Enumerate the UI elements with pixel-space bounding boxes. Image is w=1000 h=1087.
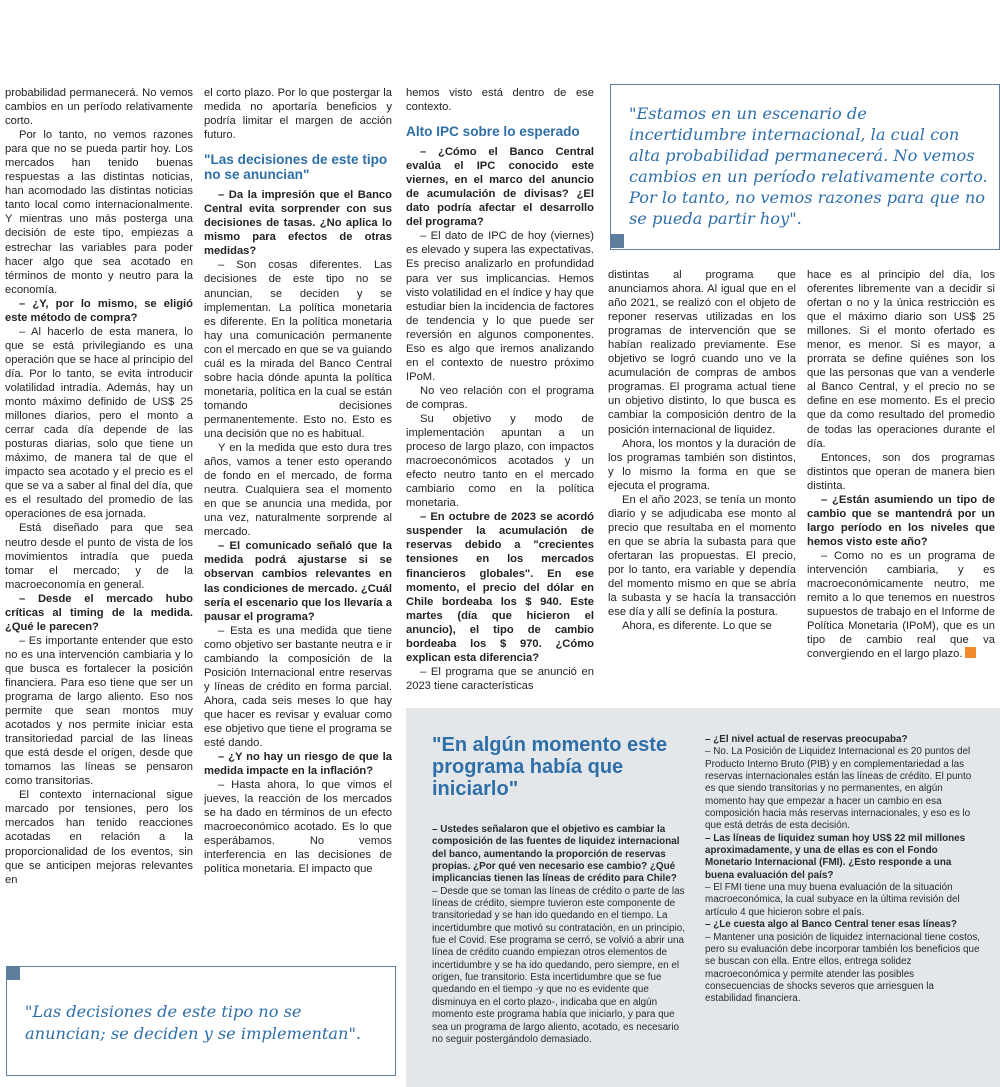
paragraph: El contexto internacional sigue marcado por tensiones, pero los mercados han tenido reacciones acotadas en relación a la proporcionalidad de los eventos, sin que se anticipen mejoras relevantes en [5, 789, 193, 886]
interview-question: – Da la impresión que el Banco Central evita sorprender con sus decisiones de tasas. ¿No aplica lo mismo para efectos de otras medidas? [204, 189, 392, 258]
paragraph: probabilidad permanecerá. No vemos cambios en un período relativamente corto. [5, 87, 193, 128]
paragraph: – Hasta ahora, lo que vimos el jueves, la reacción de los mercados se ha dado en términos de un efecto macroeconómico acotado. Es lo que esperábamos. No vemos interferencia en las decisiones de política monetaria. El impacto que [204, 779, 392, 876]
sidebar-answer: – Desde que se toman las líneas de crédito o parte de las líneas de crédito, siempre tuvieron este componente de transitoriedad y se han ido quedando en el tiempo. La incertidumbre que motivó su contratación, en un principio, fue el Covid. Ese programa se cerró, se volvió a abrir una línea de crédito cuando empiezan otros elementos de incertidumbre y se ha ido quedando, pero siempre, en el origen, fue transitorio. Esta incertidumbre que se fue quedando en el tiempo -y que no es evidente que disminuya en el corto plazo-, indicaba que en algún momento este programa había que iniciarlo, y para que sea un programa de largo aliento, acotado, es necesario no seguir postergándolo demasiado. [432, 885, 686, 1045]
paragraph: Ahora, es diferente. Lo que se [622, 620, 772, 633]
closing-paragraph-text: – Como no es un programa de intervención cambiaria, y es macroeconómicamente neutro, me remito a lo que tenemos en nuestros supuestos de trabajo en el Informe de Política Monetaria (IPoM), que es un tipo de cambio real que va convergiendo en el largo plazo. [807, 549, 995, 661]
sidebar-answer: – No. La Posición de Liquidez Internacional es 20 puntos del Producto Interno Bruto (PIB) y en complementariedad a las reservas internacionales están las líneas de crédito. El punto es que siendo transitorias y no permanentes, en algún momento hay que empezar a hacer un cambio en esa composición hacia más reservas internacionales, y eso es lo que está detrás de esta decisión. [705, 746, 972, 832]
paragraph: hace es al principio del día, los oferentes libremente van a decidir si ofertan o no y la única restricción es que el máximo diario son US$ 25 millones. Si el monto ofertado es menor, es menor. Si es mayor, a prorrata se define quiénes son los que las personas que van a venderle al Banco Central, y el precio no se define en ese momento. Es el precio que da como resultado del promedio de todas las operaciones durante el día. [807, 269, 995, 450]
pull-quote-top [610, 84, 1000, 250]
section-heading: Alto IPC sobre lo esperado [406, 124, 580, 140]
article-column-2 [204, 86, 392, 956]
paragraph: – Son cosas diferentes. Las decisiones de este tipo no se anuncian, se deciden y se implementan. La política monetaria es diferente. En la política monetaria hay una comunicación permanente con el mercado en que se va guiando cuál es la mirada del Banco Central sobre hacia dónde apunta la política monetaria, política en la cual se están tomando decisiones permanentemente. Esto no. Esto es una decisión que no es habitual. [204, 259, 392, 440]
sidebar-interview-box [406, 708, 1000, 1087]
paragraph: – El dato de IPC de hoy (viernes) es elevado y supera las expectativas. Es preciso analizarlo en profundidad para ver sus implicancias. Hemos visto volatilidad en el índice y hay que estudiar bien la incidencia de factores de tendencia y lo que puede ser reversión en algunos componentes. Eso es algo que iremos analizando en el contexto de nuestro próximo IPoM. [406, 230, 594, 383]
sidebar-question: – Ustedes señalaron que el objetivo es cambiar la composición de las fuentes de liquidez internacional del banco, aumentando la proporción de reservas propias. ¿Por qué ven necesario ese cambio? ¿Qué implicancias tienen las líneas de crédito para Chile? [432, 824, 680, 885]
paragraph: – Es importante entender que esto no es una intervención cambiaria y lo que busca es fortalecer la posición financiera. Para eso tiene que ser un programa de largo aliento. Eso nos permite que sean montos muy acotados y nos permite iniciar esta transitoriedad parcial de las líneas que está desde el origen, desde que tomamos las líneas se pensaron como transitorias. [5, 634, 193, 788]
interview-question: – En octubre de 2023 se acordó suspender la acumulación de reservas debido a "crecientes tensiones en los mercados financieros globales". En ese momento, el precio del dólar en Chile bordeaba los $ 940. Este martes (día que hicieron el anuncio), el tipo de cambio bordeaba los $ 970. ¿Cómo explican esta diferencia? [406, 511, 594, 664]
sidebar-answer: – Mantener una posición de liquidez internacional tiene costos, pero su evaluación debe incorporar también los beneficios que se buscan con ella. Entre ellos, entrega solidez macroeconómica y permite atender las posibles consecuencias de shocks severos que arriesguen la estabilidad financiera. [705, 931, 981, 1005]
pull-quote-text: "Las decisiones de este tipo no se anuncian; se deciden y se implementan". [25, 1002, 362, 1043]
sidebar-answer: – El FMI tiene una muy buena evaluación de la situación macroeconómica, la cual subyace en la última revisión del artículo 4 que hicieron sobre el país. [705, 882, 960, 918]
pull-quote-text [629, 103, 989, 229]
article-column-5 [807, 268, 995, 700]
interview-question: – Desde el mercado hubo críticas al timing de la medida. ¿Qué le parecen? [5, 592, 193, 633]
sidebar-title: "En algún momento este programa había que iniciarlo" [432, 734, 668, 800]
paragraph: – El programa que se anunció en 2023 tiene características [406, 665, 594, 692]
pull-quote-line2: Por lo tanto, no vemos razones para que no se pueda partir hoy". [629, 188, 985, 228]
paragraph: En el año 2023, se tenía un monto diario y se adjudicaba ese monto al precio que resultaba en el momento en que se abría la subasta para que ofertaran las propuestas. El precio, por lo tanto, era variable y dependía del momento mismo en que se abría la subasta y se hacía la transacción ese día y allí se definía la postura. [608, 493, 796, 619]
article-column-4 [608, 268, 796, 700]
pull-quote-line1: "Estamos en un escenario de incertidumbre internacional, la cual con alta probabilidad permanecerá. No vemos cambios en un período relativamente corto. [629, 104, 988, 186]
pull-quote-bottom [6, 966, 396, 1076]
paragraph: el corto plazo. Por lo que postergar la medida no aportaría beneficios y podría limitar el margen de acción futuro. [204, 87, 392, 142]
sidebar-column-left [432, 824, 690, 1046]
paragraph: hemos visto está dentro de ese contexto. [406, 87, 594, 114]
quote-corner-mark [6, 966, 20, 980]
interview-question: – ¿Están asumiendo un tipo de cambio que se mantendrá por un largo período en los niveles que hemos visto este año? [807, 493, 995, 548]
paragraph [807, 549, 995, 661]
paragraph: Ahora, los montos y la duración de los programas también son distintos, y lo mismo la forma en que se ejecuta el programa. [608, 437, 796, 492]
interview-question: – ¿Y no hay un riesgo de que la medida impacte en la inflación? [204, 751, 392, 778]
sidebar-question: – Las líneas de liquidez suman hoy US$ 22 mil millones aproximadamente, y una de ellas es con el Fondo Monetario Internacional (FMI). ¿Esto responde a una buena evaluación del país? [705, 832, 966, 881]
paragraph: Está diseñado para que sea neutro desde el punto de vista de los movimientos intradía que pueda tomar el mercado; y de la macroeconomía en general. [5, 522, 193, 591]
paragraph: Por lo tanto, no vemos razones para que no se pueda partir hoy. Los mercados han tenido buenas respuestas a las distintas noticias, han acomodado las distintas noticias tanto local como internacionalmente. Y mientras uno más posterga una decisión de este tipo, empiezas a estrechar las variables para poder hacer algo que sea acotado en términos de monto y neutro para la economía. [5, 129, 193, 296]
paragraph: – Esta es una medida que tiene como objetivo ser bastante neutra e ir cambiando la composición de la Posición Internacional entre reservas y líneas de crédito en forma parcial. Ahora, cada seis meses lo que hay que hacer es revisar y evaluar como ese objetivo que tiene el programa se esté dando. [204, 624, 392, 750]
interview-question: – El comunicado señaló que la medida podrá ajustarse si se observan cambios relevantes en las condiciones de mercado. ¿Cuál sería el escenario que los llevaría a pausar el programa? [204, 540, 392, 623]
paragraph: Entonces, son dos programas distintos que operan de manera bien distinta. [807, 451, 995, 492]
paragraph: distintas al programa que anunciamos ahora. Al igual que en el año 2021, se realizó con el objeto de reponer reservas utilizadas en los programas de intervención que se habían realizado previamente. Ese objetivo se logró cuando uno ve la acumulación de compras de ambos programas. El programa actual tiene un objetivo distinto, lo que busca es cambiar la composición dentro de la posición internacional de liquidez. [608, 269, 796, 436]
paragraph: No veo relación con el programa de compras. [406, 384, 594, 411]
quote-corner-mark [610, 234, 624, 248]
article-column-1 [5, 86, 193, 956]
sidebar-column-right [705, 734, 981, 1006]
sidebar-question: – ¿El nivel actual de reservas preocupaba? [705, 734, 908, 745]
end-of-article-icon [965, 647, 976, 658]
interview-question: – ¿Y, por lo mismo, se eligió este método de compra? [5, 297, 193, 324]
sidebar-question: – ¿Le cuesta algo al Banco Central tener esas líneas? [705, 919, 957, 931]
paragraph: Y en la medida que esto dura tres años, vamos a tener esto operando de fondo en el mercado, de forma neutra. Cualquiera sea el momento en que se anuncia una medida, por una vez, naturalmente sorprende al mercado. [204, 442, 392, 539]
article-column-3 [406, 86, 594, 698]
section-heading: "Las decisiones de este tipo no se anuncian" [204, 152, 388, 183]
paragraph: – Al hacerlo de esta manera, lo que se está privilegiando es una operación que se hace al principio del día. Por lo tanto, se evita introducir volatilidad intradía. Además, hay un monto máximo definido de US$ 25 millones diarios, pero el monto a cerrar cada día depende de las posturas diarias, solo que tiene un máximo, de manera tal de que el impacto sea acotado y el precio es el que se va a saber al final del día, que es el resultado del promedio de las operaciones de esa jornada. [5, 325, 193, 521]
paragraph: Su objetivo y modo de implementación apuntan a un proceso de largo plazo, con impactos macroeconómicos acotados y un efecto neutro tanto en el mercado cambiario como en la política monetaria. [406, 412, 594, 510]
interview-question: – ¿Cómo el Banco Central evalúa el IPC conocido este viernes, en el marco del anuncio de acumulación de divisas? ¿El dato podría afectar el desarrollo del programa? [406, 146, 594, 229]
